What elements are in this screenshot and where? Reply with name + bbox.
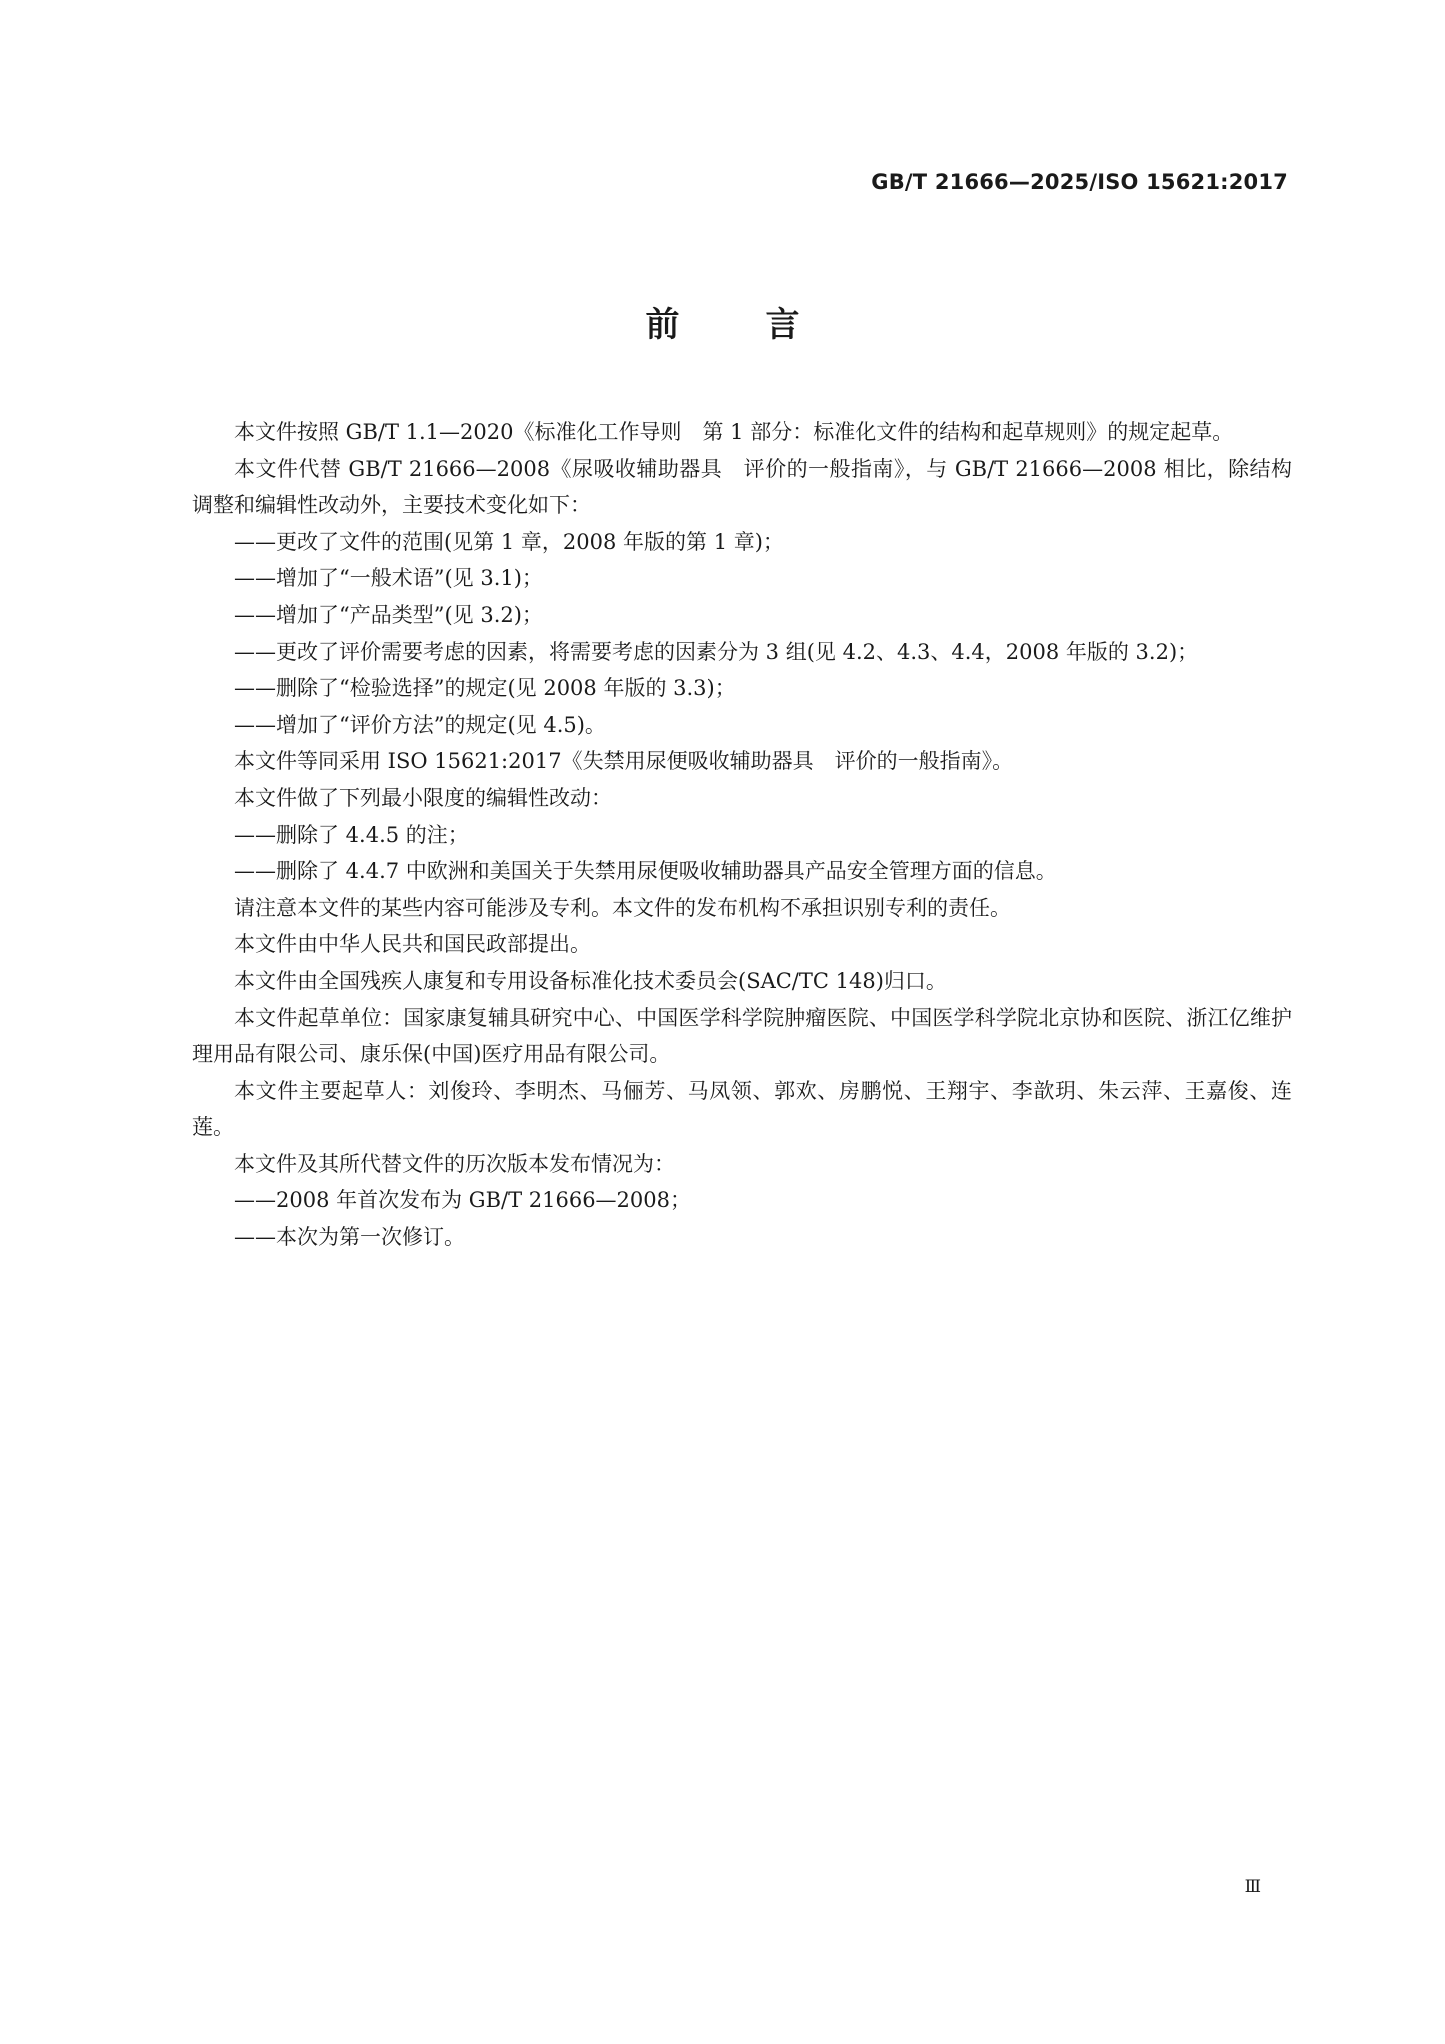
list-item: ——增加了“产品类型”(见 3.2)； (234, 602, 543, 627)
list-item: ——2008 年首次发布为 GB/T 21666—2008； (234, 1188, 692, 1213)
paragraph: 本文件代替 GB/T 21666—2008《尿吸收辅助器具 评价的一般指南》，与 GB/T 21666—2008 相比，除结构调整和编辑性改动外，主要技术变化如下： (192, 456, 1292, 518)
paragraph: 本文件由中华人民共和国民政部提出。 (234, 932, 591, 957)
page-title (0, 297, 1445, 346)
paragraph: 本文件起草单位：国家康复辅具研究中心、中国医学科学院肿瘤医院、中国医学科学院北京协和医院、浙江亿维护理用品有限公司、康乐保(中国)医疗用品有限公司。 (192, 1005, 1292, 1067)
page-number: Ⅲ (1244, 1877, 1260, 1897)
list-item: ——删除了 4.4.7 中欧洲和美国关于失禁用尿便吸收辅助器具产品安全管理方面的信息。 (234, 859, 1057, 884)
paragraph: 本文件等同采用 ISO 15621:2017《失禁用尿便吸收辅助器具 评价的一般指南》。 (234, 749, 1014, 774)
paragraph: 请注意本文件的某些内容可能涉及专利。本文件的发布机构不承担识别专利的责任。 (234, 895, 1011, 920)
paragraph: 本文件做了下列最小限度的编辑性改动： (234, 785, 612, 810)
foreword-body (192, 414, 1292, 1256)
standard-code: GB/T 21666—2025/ISO 15621:2017 (871, 170, 1288, 194)
title-char-2: 言 (765, 305, 800, 345)
paragraph: 本文件由全国残疾人康复和专用设备标准化技术委员会(SAC/TC 148)归口。 (234, 968, 947, 993)
list-item: ——删除了“检验选择”的规定(见 2008 年版的 3.3)； (234, 676, 736, 701)
list-item: ——更改了评价需要考虑的因素，将需要考虑的因素分为 3 组(见 4.2、4.3、4.4，2008 年版的 3.2)； (234, 639, 1199, 664)
list-item: ——增加了“一般术语”(见 3.1)； (234, 566, 543, 591)
list-item: ——增加了“评价方法”的规定(见 4.5)。 (234, 712, 606, 737)
paragraph: 本文件主要起草人：刘俊玲、李明杰、马俪芳、马凤领、郭欢、房鹏悦、王翔宇、李歆玥、朱云萍、王嘉俊、连莲。 (192, 1078, 1292, 1140)
paragraph: 本文件及其所代替文件的历次版本发布情况为： (234, 1151, 675, 1176)
list-item: ——本次为第一次修订。 (234, 1225, 465, 1250)
paragraph: 本文件按照 GB/T 1.1—2020《标准化工作导则 第 1 部分：标准化文件的结构和起草规则》的规定起草。 (234, 420, 1234, 444)
list-item: ——更改了文件的范围(见第 1 章，2008 年版的第 1 章)； (234, 529, 784, 554)
title-char-1: 前 (645, 305, 680, 345)
list-item: ——删除了 4.4.5 的注； (234, 822, 469, 847)
